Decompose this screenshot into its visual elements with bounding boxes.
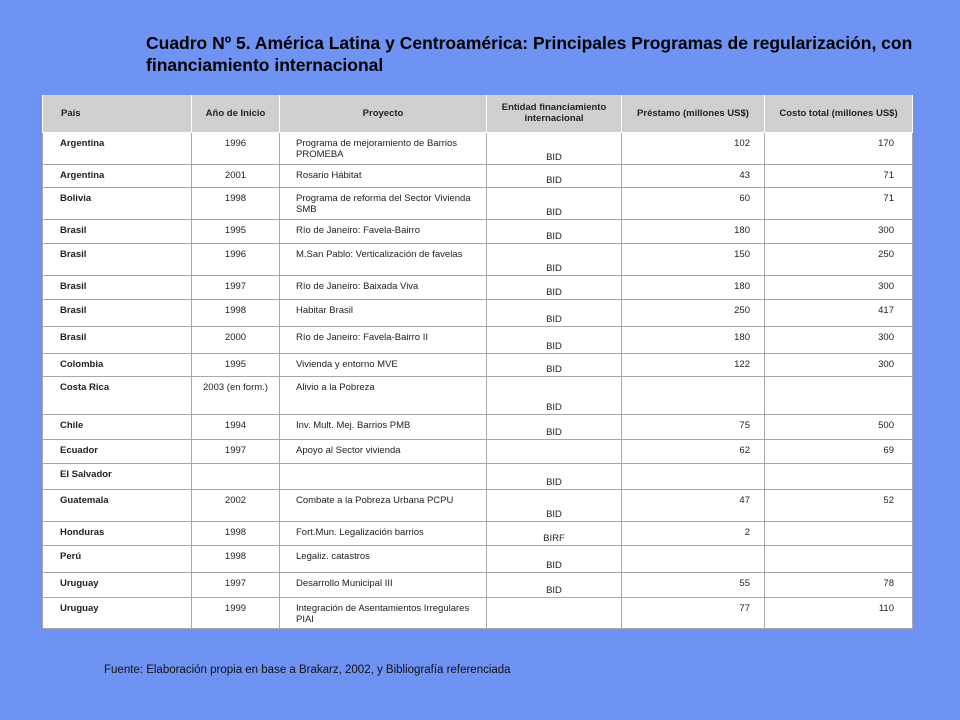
cell-entidad: BID: [487, 219, 622, 243]
cell-ano: 1997: [192, 439, 280, 463]
cell-pais: Uruguay: [43, 572, 192, 597]
cell-prestamo: 55: [622, 572, 765, 597]
cell-pais: Brasil: [43, 219, 192, 243]
cell-pais: Ecuador: [43, 439, 192, 463]
cell-proyecto: Vivienda y entorno MVE: [280, 353, 487, 376]
cell-pais: Brasil: [43, 299, 192, 326]
cell-prestamo: [622, 376, 765, 414]
cell-proyecto: Rosario Hábitat: [280, 164, 487, 187]
cell-ano: 1998: [192, 545, 280, 572]
table-body: [43, 132, 913, 628]
header-prestamo: Préstamo (millones US$): [622, 95, 765, 132]
table-row: [43, 219, 913, 243]
cell-entidad: BID: [487, 326, 622, 353]
cell-pais: Uruguay: [43, 597, 192, 628]
table-row: [43, 275, 913, 299]
cell-entidad: BID: [487, 572, 622, 597]
cell-prestamo: 60: [622, 187, 765, 219]
table-row: [43, 572, 913, 597]
cell-entidad: BID: [487, 463, 622, 489]
cell-ano: 1998: [192, 521, 280, 545]
cell-ano: 1995: [192, 353, 280, 376]
cell-entidad: [487, 597, 622, 628]
cell-costo: 250: [765, 243, 913, 275]
cell-prestamo: 180: [622, 275, 765, 299]
cell-costo: [765, 463, 913, 489]
header-proyecto: Proyecto: [280, 95, 487, 132]
cell-prestamo: 122: [622, 353, 765, 376]
cell-prestamo: 180: [622, 326, 765, 353]
cell-ano: 1995: [192, 219, 280, 243]
cell-prestamo: 150: [622, 243, 765, 275]
cell-prestamo: 250: [622, 299, 765, 326]
table-row: [43, 414, 913, 439]
table-header-row: [43, 95, 913, 132]
cell-proyecto: Apoyo al Sector vivienda: [280, 439, 487, 463]
cell-costo: 170: [765, 132, 913, 164]
table-row: [43, 439, 913, 463]
cell-pais: Chile: [43, 414, 192, 439]
cell-prestamo: 62: [622, 439, 765, 463]
cell-entidad: BID: [487, 132, 622, 164]
cell-pais: Honduras: [43, 521, 192, 545]
page-title: Cuadro Nº 5. América Latina y Centroamérica: Principales Programas de regularización, con financiamiento internacional: [146, 33, 913, 75]
cell-entidad: BID: [487, 489, 622, 521]
cell-proyecto: Integración de Asentamientos Irregulares PIAI: [280, 597, 487, 628]
cell-entidad: BID: [487, 243, 622, 275]
cell-costo: 300: [765, 326, 913, 353]
table-row: [43, 164, 913, 187]
cell-prestamo: 75: [622, 414, 765, 439]
cell-pais: Argentina: [43, 164, 192, 187]
table-row: [43, 597, 913, 628]
cell-costo: [765, 521, 913, 545]
cell-costo: 71: [765, 187, 913, 219]
cell-costo: 78: [765, 572, 913, 597]
source-note: Fuente: Elaboración propia en base a Brakarz, 2002, y Bibliografía referenciada: [104, 664, 511, 676]
cell-ano: 1994: [192, 414, 280, 439]
cell-costo: [765, 376, 913, 414]
cell-pais: Brasil: [43, 243, 192, 275]
table-row: [43, 326, 913, 353]
cell-entidad: BID: [487, 187, 622, 219]
cell-prestamo: 102: [622, 132, 765, 164]
cell-ano: 2002: [192, 489, 280, 521]
table-row: [43, 353, 913, 376]
header-entidad: Entidad financiamiento internacional: [487, 95, 622, 132]
cell-costo: 300: [765, 219, 913, 243]
cell-proyecto: [280, 463, 487, 489]
cell-proyecto: Legaliz. catastros: [280, 545, 487, 572]
cell-proyecto: Alivio a la Pobreza: [280, 376, 487, 414]
cell-pais: Argentina: [43, 132, 192, 164]
cell-costo: 300: [765, 275, 913, 299]
cell-pais: Bolivia: [43, 187, 192, 219]
cell-costo: 500: [765, 414, 913, 439]
cell-entidad: [487, 439, 622, 463]
cell-costo: 52: [765, 489, 913, 521]
programs-table: [42, 95, 913, 629]
cell-ano: 2001: [192, 164, 280, 187]
cell-costo: 110: [765, 597, 913, 628]
cell-pais: Guatemala: [43, 489, 192, 521]
cell-ano: 1997: [192, 572, 280, 597]
cell-proyecto: Río de Janeiro: Baixada Viva: [280, 275, 487, 299]
cell-prestamo: [622, 463, 765, 489]
cell-proyecto: Programa de reforma del Sector Vivienda SMB: [280, 187, 487, 219]
cell-pais: Colombia: [43, 353, 192, 376]
cell-ano: 1998: [192, 299, 280, 326]
cell-pais: Brasil: [43, 326, 192, 353]
cell-ano: 1999: [192, 597, 280, 628]
cell-pais: El Salvador: [43, 463, 192, 489]
cell-entidad: BID: [487, 414, 622, 439]
header-pais: País: [43, 95, 192, 132]
cell-ano: 2003 (en form.): [192, 376, 280, 414]
table-row: [43, 489, 913, 521]
table-row: [43, 376, 913, 414]
cell-proyecto: Fort.Mun. Legalización barrios: [280, 521, 487, 545]
cell-costo: 417: [765, 299, 913, 326]
cell-prestamo: 2: [622, 521, 765, 545]
cell-ano: 1996: [192, 132, 280, 164]
cell-proyecto: Habitar Brasil: [280, 299, 487, 326]
header-costo: Costo total (millones US$): [765, 95, 913, 132]
cell-ano: 2000: [192, 326, 280, 353]
cell-pais: Perú: [43, 545, 192, 572]
cell-costo: 69: [765, 439, 913, 463]
cell-entidad: BID: [487, 164, 622, 187]
cell-entidad: BID: [487, 275, 622, 299]
header-ano: Año de Inicio: [192, 95, 280, 132]
cell-costo: [765, 545, 913, 572]
cell-entidad: BIRF: [487, 521, 622, 545]
cell-proyecto: Desarrollo Municipal III: [280, 572, 487, 597]
cell-pais: Brasil: [43, 275, 192, 299]
cell-prestamo: 77: [622, 597, 765, 628]
cell-ano: [192, 463, 280, 489]
cell-proyecto: Río de Janeiro: Favela-Bairro: [280, 219, 487, 243]
cell-ano: 1997: [192, 275, 280, 299]
cell-proyecto: Programa de mejoramiento de Barrios PROMEBA: [280, 132, 487, 164]
table-row: [43, 545, 913, 572]
cell-ano: 1998: [192, 187, 280, 219]
cell-proyecto: M.San Pablo: Verticalización de favelas: [280, 243, 487, 275]
cell-entidad: BID: [487, 299, 622, 326]
table-row: [43, 243, 913, 275]
table-row: [43, 463, 913, 489]
cell-entidad: BID: [487, 376, 622, 414]
cell-prestamo: 43: [622, 164, 765, 187]
cell-costo: 71: [765, 164, 913, 187]
cell-entidad: BID: [487, 545, 622, 572]
cell-pais: Costa Rica: [43, 376, 192, 414]
cell-entidad: BID: [487, 353, 622, 376]
cell-proyecto: Río de Janeiro: Favela-Bairro II: [280, 326, 487, 353]
cell-prestamo: [622, 545, 765, 572]
table-row: [43, 132, 913, 164]
cell-proyecto: Combate a la Pobreza Urbana PCPU: [280, 489, 487, 521]
cell-ano: 1996: [192, 243, 280, 275]
table-row: [43, 299, 913, 326]
cell-prestamo: 180: [622, 219, 765, 243]
table-row: [43, 521, 913, 545]
cell-prestamo: 47: [622, 489, 765, 521]
cell-costo: 300: [765, 353, 913, 376]
cell-proyecto: Inv. Mult. Mej. Barrios PMB: [280, 414, 487, 439]
table-row: [43, 187, 913, 219]
